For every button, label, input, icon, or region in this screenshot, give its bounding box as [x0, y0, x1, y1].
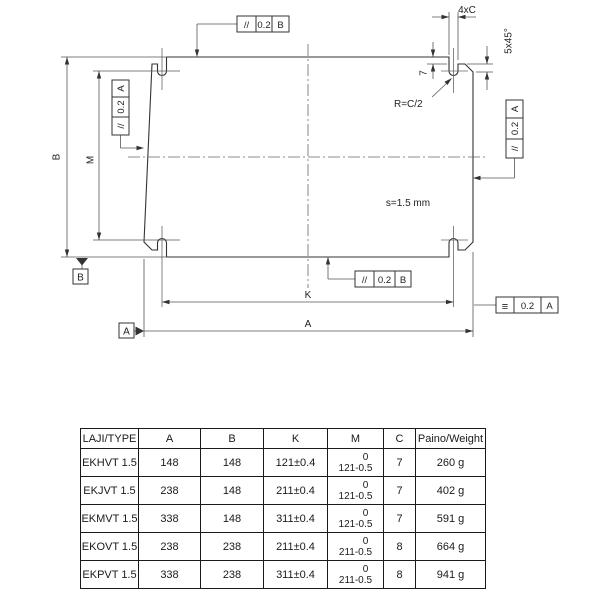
cell-m — [328, 533, 384, 561]
arrowheads — [65, 15, 489, 336]
cell-m — [328, 561, 384, 589]
cell-c: 8 — [384, 561, 416, 589]
cell-type: EKMVT 1.5 — [81, 505, 139, 533]
fcf-bottom-tolerance: 0.2 — [377, 275, 392, 286]
cell-b: 238 — [201, 561, 264, 589]
m-tolerance-lower: 211-0.5 — [338, 546, 373, 558]
cell-weight: 402 g — [416, 477, 486, 505]
m-tolerance-upper: 0 — [362, 479, 369, 491]
cell-b: 238 — [201, 533, 264, 561]
table-header-row — [81, 429, 486, 449]
fcf-bottom-datum: B — [399, 275, 407, 286]
header-c: C — [384, 429, 416, 449]
fcf-top-tolerance: 0.2 — [257, 20, 271, 31]
m-tolerance-lower: 121-0.5 — [338, 462, 373, 474]
datum-b-triangle — [76, 258, 88, 266]
cell-a: 238 — [139, 477, 201, 505]
cell-a: 338 — [139, 505, 201, 533]
cell-b: 148 — [201, 477, 264, 505]
fcf-top-symbol: // — [243, 20, 250, 31]
dimension-lines — [61, 12, 515, 337]
fcf-right-tolerance: 0.2 — [510, 121, 521, 136]
cell-k: 311±0.4 — [264, 505, 328, 533]
fcf-left-datum: A — [116, 85, 127, 92]
fcf-left-symbol: // — [116, 123, 127, 129]
radius-label: R=C/2 — [394, 99, 423, 110]
cell-b: 148 — [201, 505, 264, 533]
radius-leader — [432, 83, 447, 97]
cell-a: 148 — [139, 449, 201, 477]
m-tolerance-lower: 121-0.5 — [338, 490, 373, 502]
fcf-bottom-symbol: // — [361, 275, 368, 286]
slot-count-label: 4xC — [458, 5, 476, 16]
cell-m — [328, 449, 384, 477]
dim-label-A: A — [304, 319, 312, 330]
m-tolerance-lower: 121-0.5 — [338, 518, 373, 530]
cell-type: EKPVT 1.5 — [81, 561, 139, 589]
header-weight: Paino/Weight — [416, 429, 486, 449]
fcf-top-datum: B — [277, 20, 284, 31]
cell-a: 338 — [139, 561, 201, 589]
dim-label-K: K — [304, 290, 312, 301]
cell-type: EKOVT 1.5 — [81, 533, 139, 561]
cell-type: EKJVT 1.5 — [81, 477, 139, 505]
cell-b: 148 — [201, 449, 264, 477]
fcf-right-datum: A — [510, 105, 521, 113]
table-row — [81, 449, 486, 477]
table-row — [81, 533, 486, 561]
m-tolerance-lower: 211-0.5 — [338, 574, 373, 586]
cell-c: 8 — [384, 533, 416, 561]
table-row — [81, 561, 486, 589]
fcf-symmetry-datum: A — [546, 301, 553, 312]
cell-weight: 591 g — [416, 505, 486, 533]
cell-c: 7 — [384, 449, 416, 477]
spec-table — [80, 428, 486, 589]
header-a: A — [139, 429, 201, 449]
fcf-symmetry-symbol: ≡ — [501, 301, 509, 313]
cell-c: 7 — [384, 477, 416, 505]
fcf-left-tolerance: 0.2 — [116, 100, 127, 114]
cell-c: 7 — [384, 505, 416, 533]
chamfer-label: 5x45° — [503, 28, 515, 54]
m-tolerance-upper: 0 — [362, 451, 369, 463]
header-type: LAJI/TYPE — [81, 429, 139, 449]
fcf-symmetry-tolerance: 0.2 — [520, 301, 535, 312]
cell-weight: 664 g — [416, 533, 486, 561]
header-m: M — [328, 429, 384, 449]
cell-weight: 260 g — [416, 449, 486, 477]
table-row — [81, 505, 486, 533]
m-tolerance-upper: 0 — [362, 535, 369, 547]
cell-a: 238 — [139, 533, 201, 561]
m-tolerance-upper: 0 — [362, 507, 369, 519]
header-b: B — [201, 429, 264, 449]
centerlines — [128, 44, 488, 307]
cell-type: EKHVT 1.5 — [81, 449, 139, 477]
cell-k: 311±0.4 — [264, 561, 328, 589]
datum-b-label: B — [77, 272, 84, 284]
cell-weight: 941 g — [416, 561, 486, 589]
offset-label: 7 — [418, 70, 430, 76]
sheet-thickness-label: s=1.5 mm — [385, 198, 431, 209]
datum-a-label: A — [123, 326, 130, 338]
cell-k: 211±0.4 — [264, 477, 328, 505]
dim-label-M: M — [85, 155, 97, 165]
table-row — [81, 477, 486, 505]
fcf-right-symbol: // — [510, 145, 521, 152]
cell-k: 211±0.4 — [264, 533, 328, 561]
header-k: K — [264, 429, 328, 449]
m-tolerance-upper: 0 — [362, 563, 369, 575]
datum-a-triangle — [136, 327, 145, 336]
cell-m — [328, 505, 384, 533]
dim-label-B: B — [51, 153, 63, 161]
cell-m — [328, 477, 384, 505]
cell-k: 121±0.4 — [264, 449, 328, 477]
